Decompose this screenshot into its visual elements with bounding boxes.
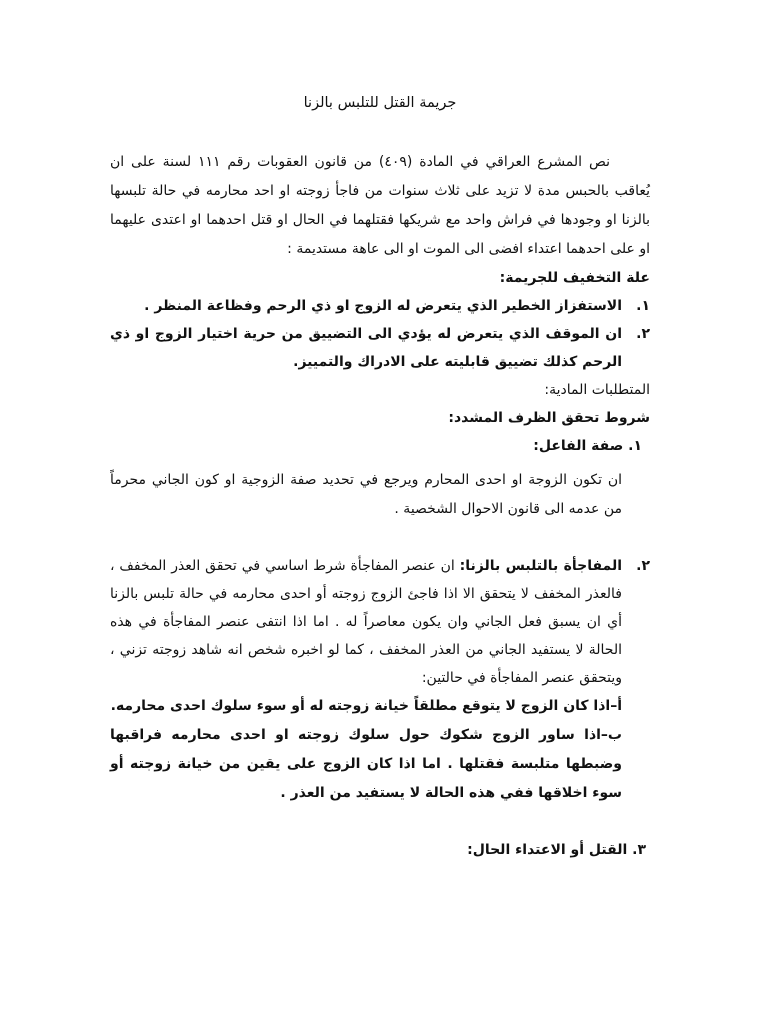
mitigation-heading: علة التخفيف للجريمة: (499, 270, 650, 286)
intro-paragraph: نص المشرع العراقي في المادة (٤٠٩) من قانون العقوبات رقم ١١١ لسنة على ان يُعاقب بالحبس مدة لا تزيد على ثلاث سنوات من فاجأ زوجته او احد محارمه في حالة تلبسها بالزنا او وجودها في فراش واحد مع شريكها فقتلهما في الحال او قتل احدهما او اعتدى عليهما او على احدهما اعتداء افضى الى الموت او الى عاهة مستديمة : (110, 154, 650, 257)
mitigation-item-2-number: ٢. (636, 326, 650, 342)
condition-2-case-b: ب–اذا ساور الزوج شكوك حول سلوك زوجته او احدى محارمه فراقبها وضبطها متلبسة فقتلها . اما اذا كان الزوج على يقين من خيانة زوجته أو سوء اخلاقها ففي هذه الحالة لا يستفيد من العذر . (110, 727, 622, 801)
mitigation-item-1-number: ١. (636, 298, 650, 314)
condition-3-label: ٣. القتل أو الاعتداء الحال: (467, 842, 646, 858)
condition-2-number: ٢. (636, 558, 650, 574)
condition-2-case-a: أ–اذا كان الزوج لا يتوقع مطلقاً خيانة زوجته له أو سوء سلوك احدى محارمه. (110, 698, 622, 714)
document-page (110, 90, 650, 864)
condition-2-label: المفاجأة بالتلبس بالزنا: (459, 558, 622, 574)
material-heading: المتطلبات المادية: (544, 382, 650, 398)
condition-2 (110, 552, 650, 692)
condition-1-label: ١. صفة الفاعل: (533, 438, 642, 454)
mitigation-item-1 (110, 292, 650, 320)
document-title: جريمة القتل للتلبس بالزنا (303, 95, 457, 111)
mitigation-item-1-text: الاستفزاز الخطير الذي يتعرض له الزوج او ذي الرحم وفظاعة المنظر . (144, 298, 622, 314)
condition-2-text: ان عنصر المفاجأة شرط اساسي في تحقق العذر المخفف ، فالعذر المخفف لا يتحقق الا اذا فاجئ الزوج زوجته أو احدى محارمه في حالة تلبس بالزنا أي ان يسبق فعل الجاني وان يكون معاصراً له . اما اذا انتفى عنصر المفاجأة في هذه الحالة لا يستفيد الجاني من العذر المخفف ، كما لو اخبره شخص انه شاهد زوجته تزني ، ويتحقق عنصر المفاجأة في حالتين: (110, 558, 622, 686)
mitigation-item-2 (110, 320, 650, 376)
mitigation-item-2-text: ان الموقف الذي يتعرض له يؤدي الى التضييق من حرية اختيار الزوج او ذي الرحم كذلك تضييق قابليته على الادراك والتمييز. (110, 326, 622, 370)
condition-1-text: ان تكون الزوجة او احدى المحارم ويرجع في تحديد صفة الزوجية او كون الجاني محرماً من عدمه الى قانون الاحوال الشخصية . (110, 472, 622, 517)
conditions-heading: شروط تحقق الظرف المشدد: (448, 410, 650, 426)
